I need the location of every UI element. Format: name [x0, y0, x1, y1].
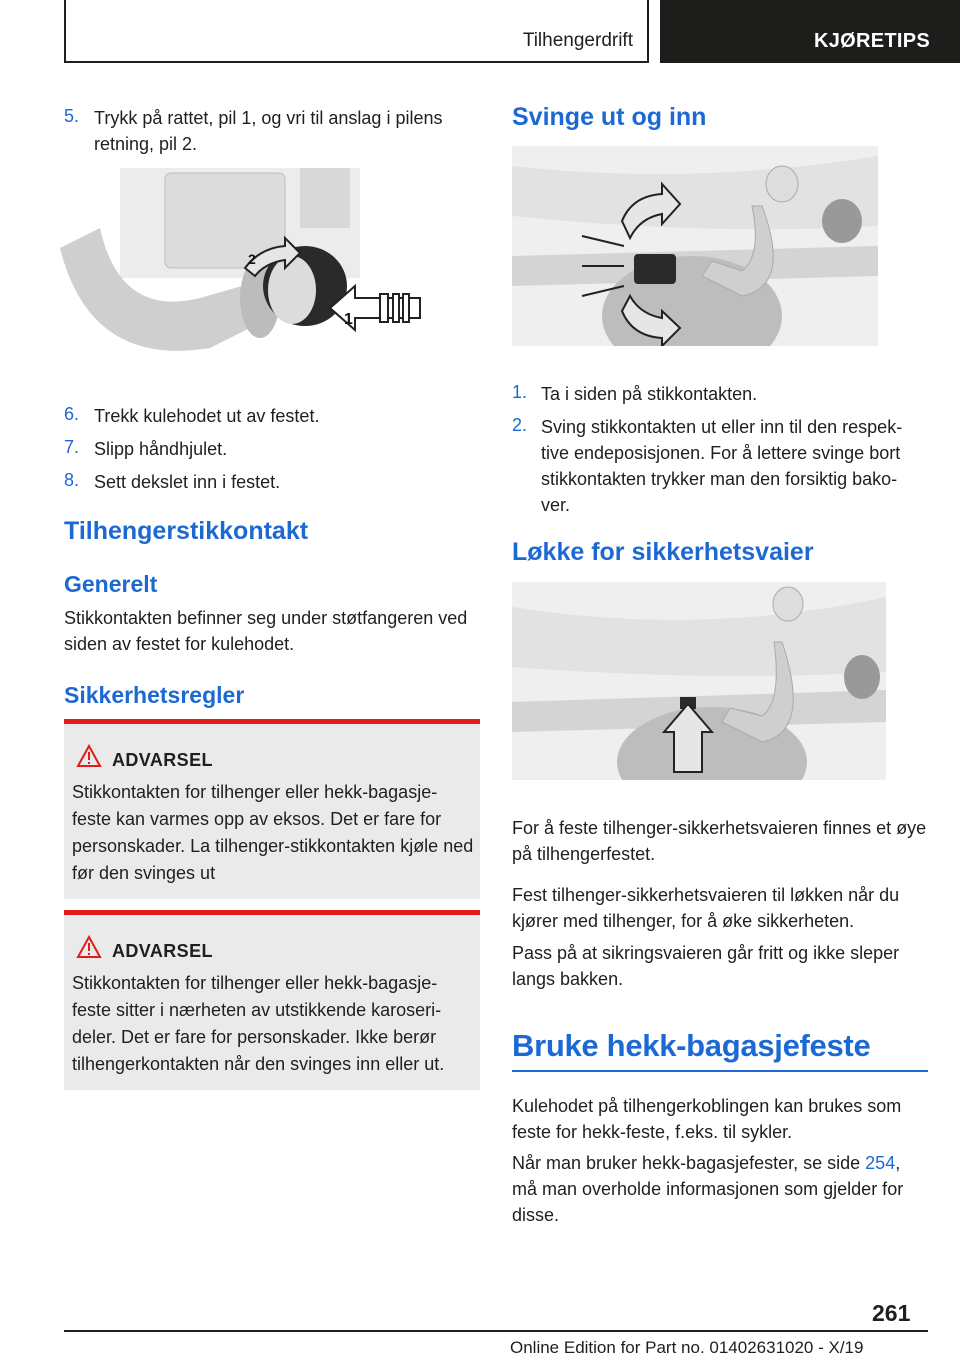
general-text: Stikkontakten befinner seg under støtfangeren ved siden av festet for kulehodet. [64, 608, 468, 654]
warning-triangle-icon [76, 935, 102, 959]
warning-box-2 [64, 910, 480, 1090]
swing-step-2-number: 2. [512, 415, 528, 435]
heading-general: Generelt [64, 571, 158, 597]
rack-paragraph-1: Kulehodet på tilhengerkoblingen kan brukes som feste for hekk-feste, f.eks. til sykler. [512, 1096, 902, 1142]
rack-paragraph-2-start: Når man bruker hekk-bagasjefester, se side [512, 1153, 866, 1173]
footer-divider [64, 1330, 928, 1332]
loop-paragraph-3: Pass på at sikringsvaieren går fritt og ikke sleper langs bakken. [512, 943, 900, 989]
warning-2-title: ADVARSEL [112, 941, 213, 961]
rack-paragraph-2 [512, 1150, 928, 1228]
rack-paragraph-2-end: , må man overholde informasjonen som gjelder for disse. [512, 1153, 904, 1225]
step-8-number: 8. [64, 470, 80, 490]
step-8-text: Sett dekslet inn i festet. [94, 472, 281, 492]
chapter-tab-label: KJØRETIPS [814, 30, 931, 52]
header-section-box [64, 0, 649, 63]
heading-rear-rack: Bruke hekk-bagasjefeste [512, 1028, 871, 1063]
step-6-number: 6. [64, 404, 80, 424]
swing-step-1-number: 1. [512, 382, 528, 402]
step-7-number: 7. [64, 437, 80, 457]
warning-2-text: Stikkontakten for tilhenger eller hekk-bagasje-feste sitter i nærheten av utstikkende karoseri-deler. Det er fare for personskader. Ikke berør tilhengerkontakten når den svinges inn eller ut. [72, 973, 445, 1074]
figure-unlock-handwheel [60, 168, 430, 368]
chapter-tab[interactable] [660, 0, 960, 63]
heading-swing: Svinge ut og inn [512, 103, 707, 131]
section-title: Tilhengerdrift [522, 30, 633, 51]
figure-safety-cable-loop [512, 582, 886, 780]
loop-paragraph-1: For å feste tilhenger-sikkerhetsvaieren finnes et øye på tilhengerfestet. [512, 818, 927, 864]
step-6-text: Trekk kulehodet ut av festet. [94, 406, 320, 426]
loop-paragraph-2: Fest tilhenger-sikkerhetsvaieren til løkken når du kjører med tilhenger, for å øke sikkerheten. [512, 885, 900, 931]
heading-safety-cable-loop: Løkke for sikkerhetsvaier [512, 538, 814, 566]
footer-edition: Online Edition for Part no. 01402631020 - X/19 [510, 1338, 864, 1357]
swing-step-2-text: Sving stikkontakten ut eller inn til den respek-tive endeposisjonen. For å lettere svinge bort stikkontakten trykker man den forsiktig bako-ver. [541, 417, 903, 515]
heading-trailer-socket: Tilhengerstikkontakt [64, 517, 309, 545]
heading-underline [512, 1070, 928, 1072]
heading-safety-rules: Sikkerhetsregler [64, 682, 245, 708]
step-5-number: 5. [64, 106, 80, 126]
step-5-text: Trykk på rattet, pil 1, og vri til anslag i pilens retning, pil 2. [94, 108, 443, 154]
page-number: 261 [872, 1300, 911, 1326]
figure-arrow-2-label: 2 [248, 251, 256, 267]
warning-box-1 [64, 719, 480, 899]
warning-triangle-icon [76, 744, 102, 768]
figure-arrow-1-label: 1 [344, 311, 353, 328]
figure-swing-socket [512, 146, 878, 346]
page-reference-link[interactable]: 254 [865, 1153, 896, 1173]
step-7-text: Slipp håndhjulet. [94, 439, 228, 459]
warning-1-title: ADVARSEL [112, 750, 213, 770]
warning-1-text: Stikkontakten for tilhenger eller hekk-bagasje-feste kan varmes opp av eksos. Det er fare for personskader. La tilhenger-stikkontakten kjøle ned før den svinges ut [72, 782, 474, 883]
swing-step-1-text: Ta i siden på stikkontakten. [541, 384, 758, 404]
